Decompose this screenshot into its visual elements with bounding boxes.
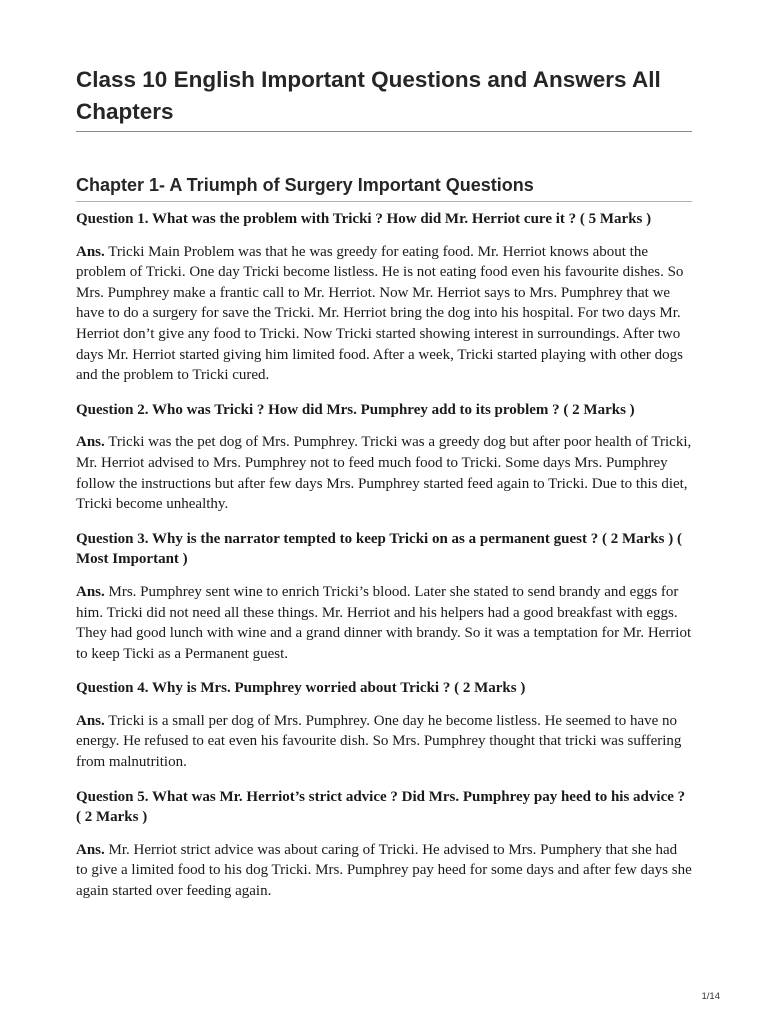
question-text: Question 4. Why is Mrs. Pumphrey worried about Tricki ? ( 2 Marks ) [76,680,526,697]
page-number: 1/14 [701,991,720,1002]
answer-body: Tricki Main Problem was that he was greedy for eating food. Mr. Herriot knows about the problem of Tricki. One day Tricki become listless. He is not eating food even his favourite dishes. So Mrs. Pumphrey make a frantic call to Mr. Herriot. Now Mr. Herriot says to Mrs. Pumphrey that we have to do a surgery for save the Tricki. Mr. Herriot bring the dog into his hospital. For two days Mr. Herriot don’t give any food to Tricki. Now Tricki started showing interest in surroundings. After two days Mr. Herriot started giving him limited food. After a week, Tricki started playing with other dogs and the problem to Tricki cured. [76,243,684,384]
answer-label: Ans. [76,841,105,858]
document-title: Class 10 English Important Questions and Answers All Chapters [76,64,692,132]
document-page [76,64,692,902]
answer-body: Mr. Herriot strict advice was about caring of Tricki. He advised to Mrs. Pumphery that she had to give a limited food to his dog Tricki. Mrs. Pumphrey pay heed for some days and after few days she again started over feeding again. [76,841,692,900]
question-text: Question 2. Who was Tricki ? How did Mrs. Pumphrey add to its problem ? ( 2 Marks ) [76,401,635,418]
chapter-heading: Chapter 1- A Triumph of Surgery Important Questions [76,173,692,202]
answer-label: Ans. [76,434,105,451]
answer-body: Mrs. Pumphrey sent wine to enrich Tricki’s blood. Later she stated to send brandy and eggs for him. Tricki did not need all these things. Mr. Herriot and his helpers had a good breakfast with eggs. They had good lunch with wine and a grand dinner with brandy. So it was a temptation for Mr. Herriot to keep Ticki as a Permanent guest. [76,583,692,662]
qa-block-4 [76,678,692,772]
answer-text [76,432,692,514]
answer-body: Tricki was the pet dog of Mrs. Pumphrey. Tricki was a greedy dog but after poor health of Tricki, Mr. Herriot advised to Mrs. Pumphrey not to feed much food to Tricki. Some days Mrs. Pumphrey follow the instructions but after few days Mrs. Pumphrey started feed again to Tricki. Due to this diet, Tricki become unhealthy. [76,434,692,513]
answer-label: Ans. [76,583,105,600]
qa-block-1 [76,209,692,386]
qa-block-5 [76,787,692,902]
answer-text [76,711,692,773]
question-text: Question 5. What was Mr. Herriot’s strict advice ? Did Mrs. Pumphrey pay heed to his advice ? ( 2 Marks ) [76,788,686,826]
qa-block-3 [76,529,692,665]
answer-text [76,582,692,664]
answer-text [76,242,692,386]
question-text: Question 1. What was the problem with Tricki ? How did Mr. Herriot cure it ? ( 5 Marks ) [76,211,652,227]
answer-label: Ans. [76,712,105,729]
answer-label: Ans. [76,243,105,260]
answer-body: Tricki is a small per dog of Mrs. Pumphrey. One day he become listless. He seemed to have no energy. He refused to eat even his favourite dish. So Mrs. Pumphrey thought that tricki was suffering from malnutrition. [76,712,682,771]
qa-block-2 [76,400,692,515]
answer-text [76,840,692,902]
question-text: Question 3. Why is the narrator tempted to keep Tricki on as a permanent guest ? ( 2 Marks ) ( Most Important ) [76,530,682,568]
